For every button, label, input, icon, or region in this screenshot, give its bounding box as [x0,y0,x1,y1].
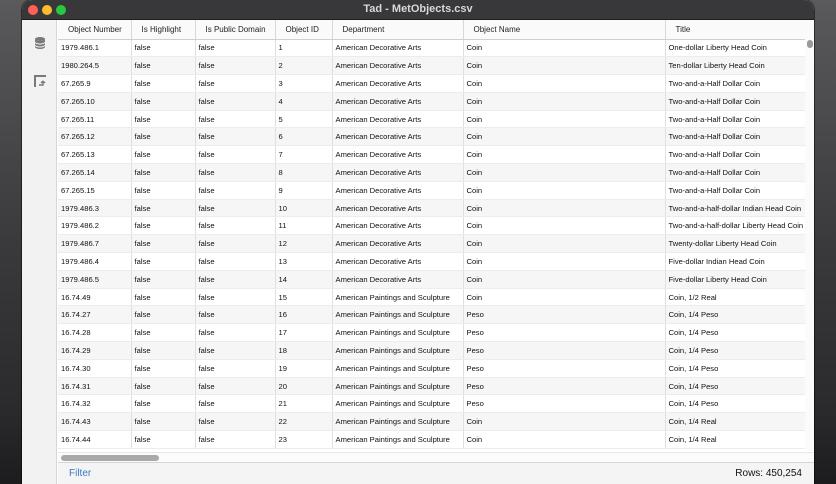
table-cell[interactable]: Peso [463,359,665,377]
table-cell[interactable]: 16.74.49 [58,288,131,306]
table-cell[interactable]: American Decorative Arts [332,253,463,271]
table-cell[interactable]: Coin [463,270,665,288]
table-cell[interactable]: Coin, 1/4 Peso [665,324,814,342]
column-header[interactable]: Is Highlight [131,20,195,39]
table-row[interactable] [58,128,814,146]
table-cell[interactable]: false [195,431,275,449]
table-cell[interactable]: 67.265.9 [58,75,131,93]
table-cell[interactable]: 13 [275,253,332,271]
table-row[interactable] [58,342,814,360]
table-cell[interactable]: false [131,217,195,235]
table-row[interactable] [58,413,814,431]
column-header[interactable]: Object Number [58,20,131,39]
column-header[interactable]: Title [665,20,814,39]
table-cell[interactable]: false [195,253,275,271]
table-cell[interactable]: false [131,324,195,342]
table-cell[interactable]: 20 [275,377,332,395]
table-cell[interactable]: 67.265.11 [58,110,131,128]
table-cell[interactable]: 1979.486.4 [58,253,131,271]
table-cell[interactable]: 5 [275,110,332,128]
table-cell[interactable]: false [131,39,195,57]
table-cell[interactable]: 16 [275,306,332,324]
table-cell[interactable]: false [131,342,195,360]
vertical-scrollbar[interactable] [805,39,814,451]
table-cell[interactable]: false [131,164,195,182]
table-row[interactable] [58,359,814,377]
table-cell[interactable]: American Decorative Arts [332,92,463,110]
table-cell[interactable]: American Decorative Arts [332,181,463,199]
table-cell[interactable]: false [195,199,275,217]
table-cell[interactable]: Two-and-a-Half Dollar Coin [665,110,814,128]
table-cell[interactable]: 10 [275,199,332,217]
table-cell[interactable]: Coin [463,146,665,164]
table-cell[interactable]: Five-dollar Liberty Head Coin [665,270,814,288]
table-cell[interactable]: false [195,164,275,182]
table-cell[interactable]: 16.74.44 [58,431,131,449]
table-cell[interactable]: Coin [463,110,665,128]
table-cell[interactable]: 7 [275,146,332,164]
table-cell[interactable]: Peso [463,342,665,360]
table-cell[interactable]: false [131,235,195,253]
table-cell[interactable]: American Decorative Arts [332,164,463,182]
table-row[interactable] [58,395,814,413]
table-cell[interactable]: 9 [275,181,332,199]
table-row[interactable] [58,57,814,75]
table-cell[interactable]: false [131,253,195,271]
table-cell[interactable]: false [131,359,195,377]
table-cell[interactable]: 15 [275,288,332,306]
table-cell[interactable]: 1979.486.5 [58,270,131,288]
vertical-scroll-thumb[interactable] [807,40,813,48]
table-cell[interactable]: American Decorative Arts [332,110,463,128]
table-cell[interactable]: 16.74.30 [58,359,131,377]
table-cell[interactable]: 67.265.13 [58,146,131,164]
table-cell[interactable]: Two-and-a-Half Dollar Coin [665,146,814,164]
table-cell[interactable]: false [131,413,195,431]
table-row[interactable] [58,324,814,342]
title-bar [22,0,814,20]
column-header[interactable]: Object ID [275,20,332,39]
table-cell[interactable]: false [195,359,275,377]
table-cell[interactable]: American Paintings and Sculpture [332,377,463,395]
window-title: Tad - MetObjects.csv [363,3,473,15]
table-cell[interactable]: false [131,395,195,413]
table-cell[interactable]: Coin, 1/4 Peso [665,359,814,377]
table-cell[interactable]: Two-and-a-half-dollar Liberty Head Coin [665,217,814,235]
table-cell[interactable]: false [195,413,275,431]
column-header[interactable]: Is Public Domain [195,20,275,39]
table-cell[interactable]: false [195,306,275,324]
table-cell[interactable]: 16.74.31 [58,377,131,395]
table-cell[interactable]: 16.74.32 [58,395,131,413]
table-cell[interactable]: 17 [275,324,332,342]
table-cell[interactable]: Coin, 1/4 Real [665,413,814,431]
table-cell[interactable]: Coin, 1/4 Peso [665,306,814,324]
table-cell[interactable]: Coin, 1/4 Peso [665,342,814,360]
table-cell[interactable]: 1979.486.7 [58,235,131,253]
table-cell[interactable]: Peso [463,306,665,324]
table-cell[interactable]: false [131,377,195,395]
table-cell[interactable]: American Paintings and Sculpture [332,306,463,324]
table-cell[interactable]: 3 [275,75,332,93]
table-cell[interactable]: 22 [275,413,332,431]
table-cell[interactable]: American Paintings and Sculpture [332,342,463,360]
table-cell[interactable]: Coin [463,57,665,75]
table-cell[interactable]: American Paintings and Sculpture [332,324,463,342]
table-cell[interactable]: American Paintings and Sculpture [332,413,463,431]
table-cell[interactable]: American Decorative Arts [332,75,463,93]
table-cell[interactable]: false [131,431,195,449]
table-cell[interactable]: Coin [463,413,665,431]
database-icon[interactable] [33,36,47,50]
horizontal-scroll-thumb[interactable] [61,455,159,461]
table-cell[interactable]: Coin [463,431,665,449]
table-cell[interactable]: Coin [463,235,665,253]
table-cell[interactable]: 6 [275,128,332,146]
table-cell[interactable]: Ten-dollar Liberty Head Coin [665,57,814,75]
table-row[interactable] [58,431,814,449]
table-cell[interactable]: 23 [275,431,332,449]
table-cell[interactable]: false [195,110,275,128]
table-cell[interactable]: 21 [275,395,332,413]
header-row [58,20,814,39]
table-cell[interactable]: American Decorative Arts [332,270,463,288]
table-row[interactable] [58,92,814,110]
table-cell[interactable]: Peso [463,324,665,342]
table-cell[interactable]: Two-and-a-Half Dollar Coin [665,128,814,146]
table-cell[interactable]: false [131,288,195,306]
table-cell[interactable]: American Decorative Arts [332,146,463,164]
table-cell[interactable]: Coin, 1/4 Peso [665,395,814,413]
table-cell[interactable]: American Decorative Arts [332,39,463,57]
table-cell[interactable]: American Decorative Arts [332,199,463,217]
table-cell[interactable]: Two-and-a-Half Dollar Coin [665,75,814,93]
table-row[interactable] [58,288,814,306]
table-cell[interactable]: false [131,92,195,110]
table-cell[interactable]: 1980.264.5 [58,57,131,75]
table-cell[interactable]: 16.74.28 [58,324,131,342]
table-row[interactable] [58,75,814,93]
table-cell[interactable]: Peso [463,395,665,413]
table-cell[interactable]: Coin, 1/4 Peso [665,377,814,395]
table-cell[interactable]: American Decorative Arts [332,235,463,253]
table-cell[interactable]: false [195,57,275,75]
table-cell[interactable]: 2 [275,57,332,75]
table-cell[interactable]: 67.265.14 [58,164,131,182]
table-cell[interactable]: Twenty-dollar Liberty Head Coin [665,235,814,253]
table-cell[interactable]: Peso [463,377,665,395]
table-cell[interactable]: American Paintings and Sculpture [332,288,463,306]
table-cell[interactable]: Coin [463,92,665,110]
app-window [22,0,814,484]
table-cell[interactable]: 4 [275,92,332,110]
table-cell[interactable]: 67.265.15 [58,181,131,199]
table-cell[interactable]: false [195,288,275,306]
table-cell[interactable]: false [131,146,195,164]
table-cell[interactable]: Two-and-a-Half Dollar Coin [665,181,814,199]
table-cell[interactable]: false [131,270,195,288]
table-cell[interactable]: false [195,324,275,342]
table-cell[interactable]: 14 [275,270,332,288]
table-cell[interactable]: Two-and-a-half-dollar Indian Head Coin [665,199,814,217]
table-cell[interactable]: Coin [463,217,665,235]
table-cell[interactable]: One-dollar Liberty Head Coin [665,39,814,57]
table-row[interactable] [58,110,814,128]
table-cell[interactable]: false [131,199,195,217]
table-cell[interactable]: false [131,110,195,128]
table-cell[interactable]: Coin [463,181,665,199]
table-cell[interactable]: American Decorative Arts [332,57,463,75]
table-cell[interactable]: false [195,217,275,235]
table-row[interactable] [58,39,814,57]
table-cell[interactable]: false [195,146,275,164]
table-cell[interactable]: 67.265.12 [58,128,131,146]
horizontal-scrollbar[interactable] [58,452,814,462]
table-cell[interactable]: 12 [275,235,332,253]
table-row[interactable] [58,217,814,235]
footer-bar [58,462,814,484]
table-cell[interactable]: 8 [275,164,332,182]
table-cell[interactable]: 1979.486.2 [58,217,131,235]
table-cell[interactable]: false [131,181,195,199]
pivot-icon[interactable] [33,74,47,88]
table-cell[interactable]: false [195,395,275,413]
sidebar [22,20,57,484]
table-cell[interactable]: Coin [463,128,665,146]
table-cell[interactable]: 1979.486.3 [58,199,131,217]
table-cell[interactable]: false [131,128,195,146]
table-cell[interactable]: American Paintings and Sculpture [332,431,463,449]
table-cell[interactable]: false [195,128,275,146]
table-cell[interactable]: American Paintings and Sculpture [332,359,463,377]
table-cell[interactable]: false [195,75,275,93]
table-cell[interactable]: false [195,377,275,395]
table-cell[interactable]: Coin [463,253,665,271]
table-cell[interactable]: American Paintings and Sculpture [332,395,463,413]
table-cell[interactable]: Coin, 1/2 Real [665,288,814,306]
table-cell[interactable]: Five-dollar Indian Head Coin [665,253,814,271]
table-cell[interactable]: false [195,342,275,360]
table-row[interactable] [58,306,814,324]
row-count: Rows: 450,254 [735,468,802,479]
table-cell[interactable]: false [131,57,195,75]
table-row[interactable] [58,270,814,288]
table-cell[interactable]: false [195,181,275,199]
table-cell[interactable]: Two-and-a-Half Dollar Coin [665,92,814,110]
data-grid[interactable] [58,20,814,464]
table-cell[interactable]: 1 [275,39,332,57]
filter-button[interactable]: Filter [69,468,92,479]
table-cell[interactable]: 67.265.10 [58,92,131,110]
column-header[interactable]: Department [332,20,463,39]
table-cell[interactable]: 11 [275,217,332,235]
table-cell[interactable]: 16.74.29 [58,342,131,360]
table-cell[interactable]: Coin, 1/4 Real [665,431,814,449]
table-cell[interactable]: 19 [275,359,332,377]
table-cell[interactable]: false [131,306,195,324]
table-cell[interactable]: Two-and-a-Half Dollar Coin [665,164,814,182]
table-cell[interactable]: Coin [463,75,665,93]
table-row[interactable] [58,235,814,253]
table-row[interactable] [58,253,814,271]
table-row[interactable] [58,181,814,199]
table-cell[interactable]: American Decorative Arts [332,217,463,235]
table-cell[interactable]: 1979.486.1 [58,39,131,57]
table-row[interactable] [58,377,814,395]
table-cell[interactable]: 16.74.43 [58,413,131,431]
table-row[interactable] [58,164,814,182]
table-cell[interactable]: Coin [463,199,665,217]
table-cell[interactable]: false [195,39,275,57]
column-header[interactable]: Object Name [463,20,665,39]
table-cell[interactable]: false [195,270,275,288]
table-cell[interactable]: American Decorative Arts [332,128,463,146]
table-cell[interactable]: Coin [463,39,665,57]
data-table [58,20,814,449]
table-cell[interactable]: false [195,92,275,110]
table-row[interactable] [58,199,814,217]
table-row[interactable] [58,146,814,164]
table-cell[interactable]: Coin [463,164,665,182]
table-cell[interactable]: false [131,75,195,93]
table-cell[interactable]: false [195,235,275,253]
table-cell[interactable]: 16.74.27 [58,306,131,324]
table-cell[interactable]: Coin [463,288,665,306]
table-cell[interactable]: 18 [275,342,332,360]
